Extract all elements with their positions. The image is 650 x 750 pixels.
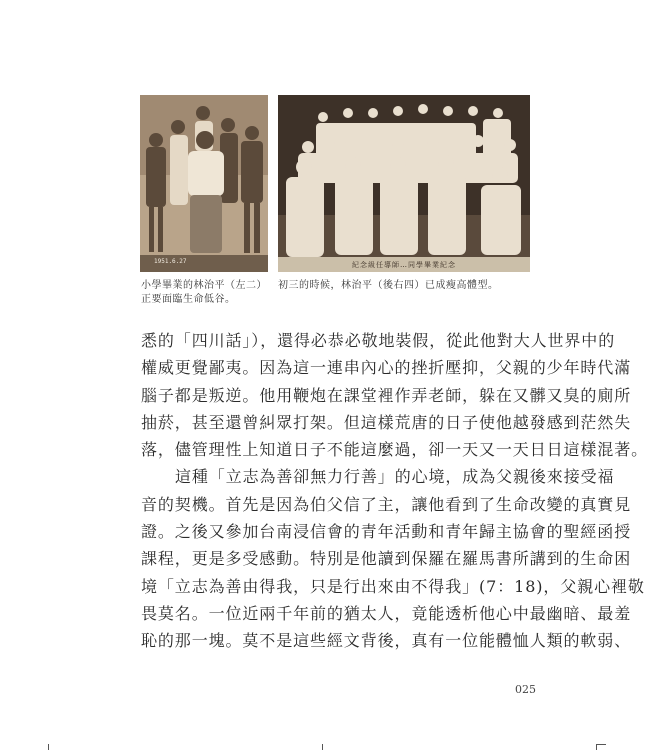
photo-caption-right: 初三的時候，林治平（後右四）已成瘦高體型。 <box>278 280 499 291</box>
crop-mark <box>596 744 606 745</box>
text-line: 抽菸，甚至還曾糾眾打架。但這樣荒唐的日子使他越發感到茫然失 <box>141 412 632 432</box>
photo-date-inscription: 1951.6.27 <box>154 258 187 265</box>
crop-mark <box>596 744 597 750</box>
crop-mark <box>48 744 49 750</box>
text-line: 悉的「四川話」），還得必恭必敬地裝假，從此他對大人世界中的 <box>141 331 616 350</box>
photo-junior-high-class <box>278 95 530 272</box>
text-line: 恥的那一塊。莫不是這些經文背後，真有一位能體恤人類的軟弱、 <box>141 631 632 651</box>
photo-graduation-group <box>140 95 268 272</box>
text-line: 音的契機。首先是因為伯父信了主，讓他看到了生命改變的真實見 <box>141 494 632 514</box>
photo-class-inscription: 紀念級任導師…同學畢業紀念 <box>352 261 456 269</box>
text-line: 畏莫名。一位近兩千年前的猶太人，竟能透析他心中最幽暗、最羞 <box>141 603 632 623</box>
body-text <box>141 327 649 655</box>
text-line: 腦子都是叛逆。他用鞭炮在課堂裡作弄老師，躲在又髒又臭的廁所 <box>141 385 632 405</box>
text-line: 落，儘管理性上知道日子不能這麼過，卻一天又一天日日這樣混著。 <box>141 440 649 460</box>
text-line: 證。之後又參加台南浸信會的青年活動和青年歸主協會的聖經函授 <box>141 522 632 542</box>
crop-mark <box>322 744 323 750</box>
caption-line: 小學畢業的林治平（左二） <box>141 280 267 291</box>
text-line: 權威更覺鄙夷。因為這一連串內心的挫折壓抑，父親的少年時代滿 <box>141 358 632 378</box>
photo-caption-left <box>141 279 271 307</box>
text-line: 課程，更是多受感動。特別是他讀到保羅在羅馬書所講到的生命困 <box>141 549 632 569</box>
page-number: 025 <box>515 683 536 696</box>
text-line: 境「立志為善由得我，只是行出來由不得我」(7：18)，父親心裡敬 <box>141 576 645 596</box>
paragraph-start-line: 這種「立志為善卻無力行善」的心境，成為父親後來接受福 <box>175 467 615 487</box>
caption-line: 正要面臨生命低谷。 <box>141 294 236 305</box>
